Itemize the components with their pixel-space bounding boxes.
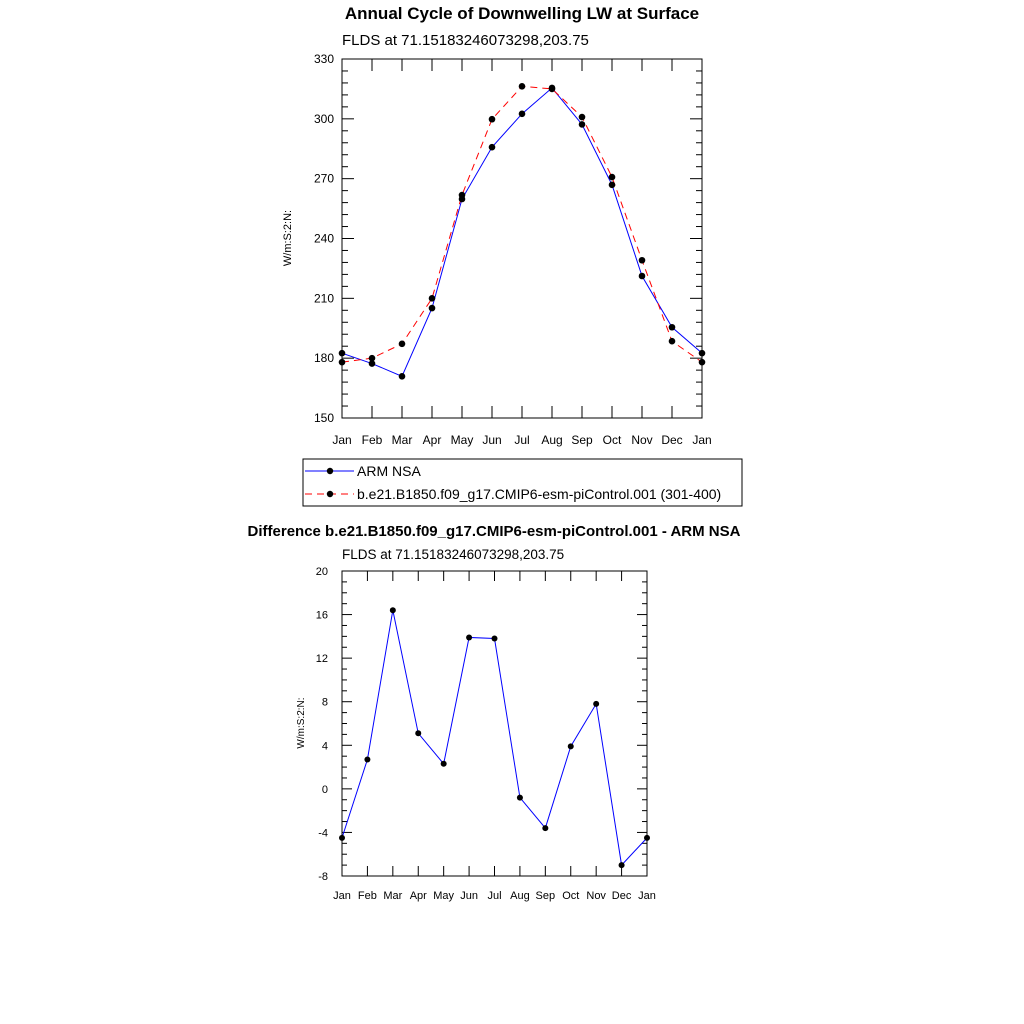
series-1-point xyxy=(429,295,436,302)
y-tick-label: 330 xyxy=(313,52,334,66)
series-0-point xyxy=(466,634,472,640)
series-1-point xyxy=(369,355,376,362)
y-tick-label: 270 xyxy=(313,171,334,186)
series-0-point xyxy=(579,121,586,128)
x-tick-label: Jul xyxy=(514,433,530,447)
series-0-point xyxy=(364,756,370,762)
y-tick-label: 210 xyxy=(313,291,334,306)
diff-chart-title: Difference b.e21.B1850.f09_g17.CMIP6-esm-piControl.001 - ARM NSA xyxy=(247,523,741,540)
y-tick-label: 16 xyxy=(315,609,328,622)
series-1-point xyxy=(489,116,496,123)
y-tick-label: 12 xyxy=(315,653,328,666)
y-tick-label: 4 xyxy=(321,740,328,753)
series-0-point xyxy=(441,761,447,767)
y-tick-label: 150 xyxy=(313,411,334,425)
x-tick-label: Jun xyxy=(482,433,502,447)
y-axis-label: W/m:S:2:N: xyxy=(282,209,294,267)
y-tick-label: -8 xyxy=(318,871,328,883)
x-tick-label: Jan xyxy=(692,433,712,447)
x-tick-label: Oct xyxy=(562,890,580,902)
series-1-point xyxy=(579,114,586,121)
series-0-point xyxy=(609,182,616,189)
x-tick-label: Nov xyxy=(586,890,606,902)
x-tick-label: Sep xyxy=(535,890,556,902)
series-0-point xyxy=(415,730,421,736)
series-1-point xyxy=(549,86,556,93)
legend-label-arm-nsa: ARM NSA xyxy=(357,463,421,479)
x-tick-label: Sep xyxy=(571,433,593,447)
x-tick-label: Jul xyxy=(487,890,502,902)
series-1-point xyxy=(459,192,466,199)
x-tick-label: Dec xyxy=(611,890,632,902)
x-tick-label: Aug xyxy=(510,890,530,902)
series-0-point xyxy=(619,862,625,868)
x-tick-label: Aug xyxy=(541,433,563,447)
y-tick-label: 240 xyxy=(313,231,334,246)
y-tick-label: 20 xyxy=(315,566,328,578)
x-tick-label: May xyxy=(433,890,455,902)
x-tick-label: Nov xyxy=(631,433,653,447)
series-1-point xyxy=(609,174,616,181)
series-0-point xyxy=(593,701,599,707)
y-tick-label: 300 xyxy=(313,111,334,126)
series-0-point xyxy=(542,825,548,831)
x-tick-label: Oct xyxy=(602,433,622,447)
series-0-point xyxy=(429,305,436,312)
x-tick-label: Jan xyxy=(333,890,351,902)
x-tick-label: May xyxy=(450,433,474,447)
series-0-point xyxy=(669,324,676,331)
series-0-point xyxy=(492,636,498,642)
series-0-point xyxy=(639,273,646,280)
legend-label-model: b.e21.B1850.f09_g17.CMIP6-esm-piControl.001 (301-400) xyxy=(357,486,722,502)
x-tick-label: Dec xyxy=(661,433,683,447)
series-0-point xyxy=(390,607,396,613)
x-tick-label: Feb xyxy=(357,890,377,902)
chart-title: Annual Cycle of Downwelling LW at Surface xyxy=(344,4,700,23)
series-0-point xyxy=(489,144,496,151)
series-0-point xyxy=(519,111,526,118)
x-tick-label: Jan xyxy=(332,433,352,447)
series-0-point xyxy=(517,795,523,801)
chart-subtitle: FLDS at 71.15183246073298,203.75 xyxy=(342,32,589,49)
x-tick-label: Jun xyxy=(460,890,478,902)
series-1-point xyxy=(639,257,646,264)
series-1-point xyxy=(669,338,676,345)
y-tick-label: 180 xyxy=(313,351,334,366)
series-0-point xyxy=(399,373,406,380)
x-tick-label: Mar xyxy=(391,433,413,447)
x-tick-label: Mar xyxy=(383,890,403,902)
series-0-point xyxy=(568,743,574,749)
series-1-point xyxy=(519,83,526,90)
series-1-point xyxy=(399,341,406,348)
x-tick-label: Apr xyxy=(409,890,427,902)
diff-chart-subtitle: FLDS at 71.15183246073298,203.75 xyxy=(342,547,565,562)
x-tick-label: Feb xyxy=(361,433,383,447)
legend xyxy=(303,459,742,506)
diff-y-axis-label: W/m:S:2:N: xyxy=(296,697,307,749)
legend-marker-arm-nsa xyxy=(327,468,333,474)
y-tick-label: -4 xyxy=(318,827,328,840)
legend-marker-model xyxy=(327,491,333,497)
x-tick-label: Jan xyxy=(638,890,656,902)
x-tick-label: Apr xyxy=(422,433,442,447)
y-tick-label: 0 xyxy=(321,783,328,796)
y-tick-label: 8 xyxy=(321,696,328,709)
